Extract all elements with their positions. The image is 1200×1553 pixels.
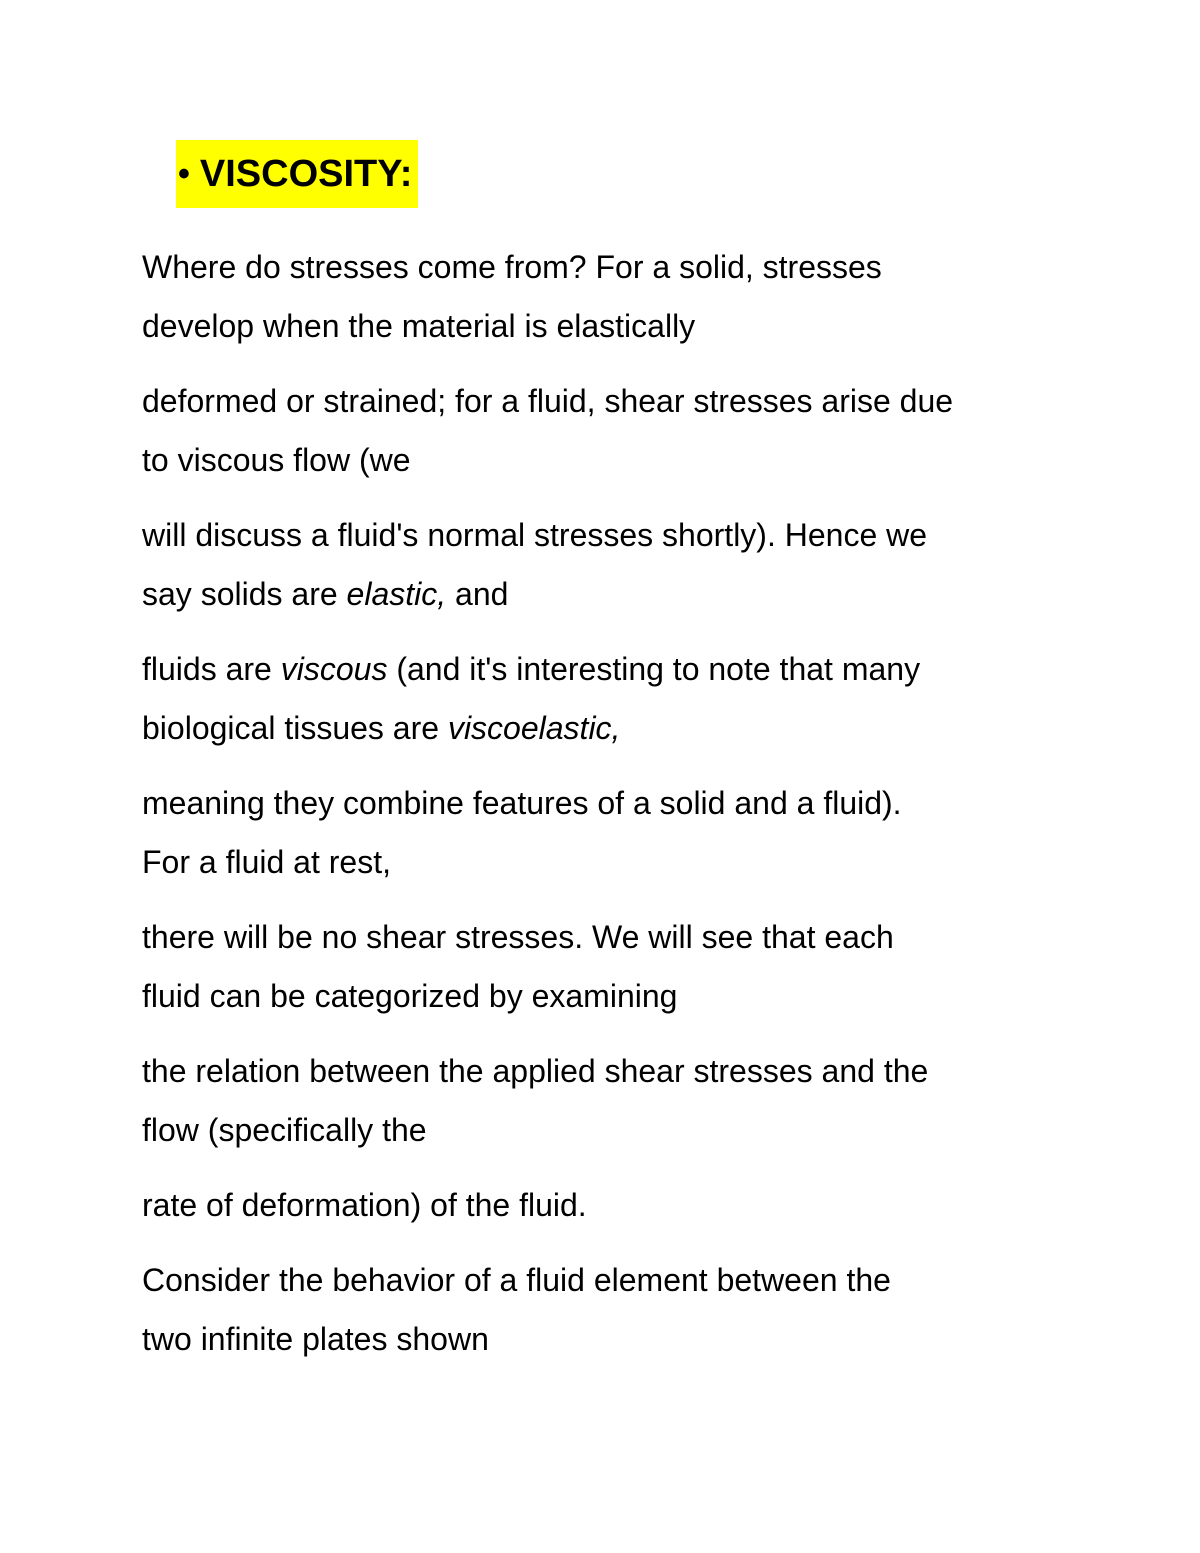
text-line: deformed or strained; for a fluid, shear stresses arise due xyxy=(142,383,954,419)
paragraph xyxy=(142,640,1102,758)
italic-term: elastic, xyxy=(346,576,447,612)
text-line: meaning they combine features of a solid and a fluid). xyxy=(142,785,902,821)
text-line: fluid can be categorized by examining xyxy=(142,978,678,1014)
text-line: For a fluid at rest, xyxy=(142,844,391,880)
text-line: develop when the material is elastically xyxy=(142,308,696,344)
italic-term: viscous xyxy=(280,651,388,687)
section-heading xyxy=(176,140,418,208)
paragraph xyxy=(142,372,1102,490)
text-line: flow (specifically the xyxy=(142,1112,427,1148)
text-line: rate of deformation) of the fluid. xyxy=(142,1187,587,1223)
paragraph xyxy=(142,238,1102,356)
text-line: will discuss a fluid's normal stresses shortly). Hence we xyxy=(142,517,928,553)
text-line: the relation between the applied shear stresses and the xyxy=(142,1053,929,1089)
text-run: and xyxy=(446,576,509,612)
paragraph xyxy=(142,1176,1102,1235)
heading-title: VISCOSITY: xyxy=(199,153,413,195)
text-run: biological tissues are xyxy=(142,710,448,746)
text-run: (and it's interesting to note that many xyxy=(387,651,921,687)
document-body xyxy=(142,238,1102,1385)
text-line xyxy=(142,640,1102,699)
italic-term: viscoelastic, xyxy=(447,710,621,746)
text-line xyxy=(142,699,1102,758)
text-line: Consider the behavior of a fluid element between the xyxy=(142,1262,891,1298)
text-run: fluids are xyxy=(142,651,281,687)
paragraph xyxy=(142,774,1102,892)
paragraph xyxy=(142,506,1102,624)
text-run: say solids are xyxy=(142,576,347,612)
text-line: two infinite plates shown xyxy=(142,1321,489,1357)
paragraph xyxy=(142,1251,1102,1369)
text-line: to viscous flow (we xyxy=(142,442,411,478)
bullet-icon: • xyxy=(178,155,190,193)
paragraph xyxy=(142,908,1102,1026)
text-line: there will be no shear stresses. We will see that each xyxy=(142,919,894,955)
text-line xyxy=(142,565,1102,624)
paragraph xyxy=(142,1042,1102,1160)
text-line: Where do stresses come from? For a solid, stresses xyxy=(142,249,882,285)
